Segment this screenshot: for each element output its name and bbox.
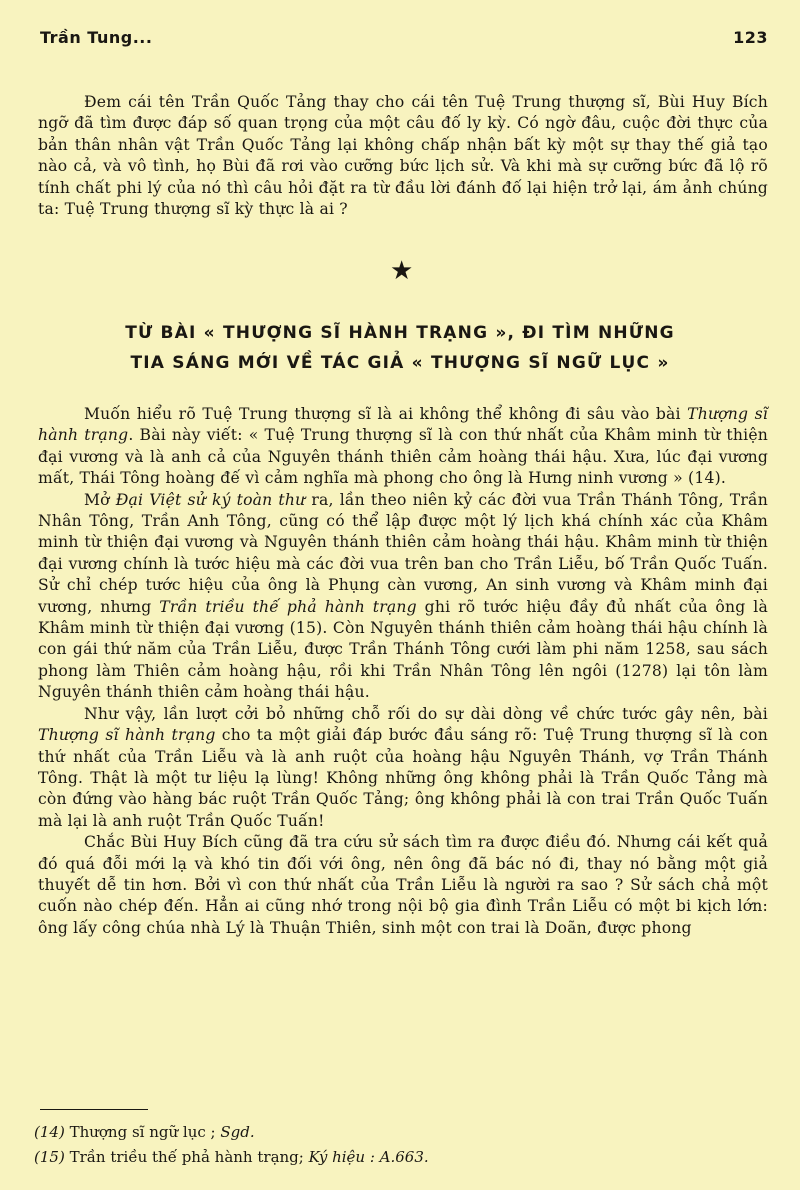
section-heading-line-1: TỪ BÀI « THƯỢNG SĨ HÀNH TRẠNG », ĐI TÌM NHỮNG bbox=[125, 323, 675, 343]
footnote-14 bbox=[34, 1120, 754, 1145]
footnote-14-text: Thượng sĩ ngữ lục ; bbox=[64, 1123, 221, 1141]
paragraph-3-title-italic: Thượng sĩ hành trạng bbox=[38, 726, 216, 745]
section-heading bbox=[60, 318, 740, 378]
footnote-rule bbox=[40, 1109, 148, 1110]
paragraph-3-text-b: cho ta một giải đáp bước đầu sáng rõ: Tuệ Trung thượng sĩ là con thứ nhất của Trần Liễu và là anh ruột của hoàng hậu Nguyên Thánh, vợ Trần Thánh Tông. Thật là một tư liệu lạ lùng! Không những ông không phải là Trần Quốc Tảng mà còn đứng vào hàng bác ruột Trần Quốc Tảng; ông không phải là con trai Trần Quốc Tuấn mà lại là anh ruột Trần Quốc Tuấn! bbox=[38, 726, 768, 830]
running-header bbox=[40, 28, 768, 47]
paragraph-2-text-b: ra, lần theo niên kỷ các đời vua Trần Thánh Tông, Trần Nhân Tông, Trần Anh Tông, cũng có thể lập được một lý lịch khá chính xác của Khâm minh từ thiện đại vương và Nguyên thánh thiên cảm hoàng thái hậu. Khâm minh từ thiện đại vương chính là tước hiệu mà các đời vua trên ban cho Trần Liễu, bố Trần Quốc Tuấn. Sử chỉ chép tước hiệu của ông là Phụng càn vương, An sinh vương và Khâm minh đại vương, nhưng bbox=[38, 490, 769, 616]
paragraph-2-title-italic-a: Đại Việt sử ký toàn thư bbox=[115, 490, 306, 509]
paragraph-3-text-a: Như vậy, lần lượt cởi bỏ những chỗ rối do sự dài dòng về chức tước gây nên, bài bbox=[84, 704, 768, 723]
paragraph-1 bbox=[38, 404, 768, 490]
paragraph-1-title-italic: Thượng sĩ hành trạng bbox=[38, 405, 768, 445]
footnotes bbox=[34, 1120, 754, 1170]
section-heading-line-2: TIA SÁNG MỚI VỀ TÁC GIẢ « THƯỢNG SĨ NGỮ LỤC » bbox=[130, 353, 670, 373]
star-separator-icon: ★ bbox=[390, 256, 414, 286]
paragraph-2 bbox=[38, 490, 768, 704]
paragraph-1-text-a: Muốn hiểu rõ Tuệ Trung thượng sĩ là ai không thể không đi sâu vào bài bbox=[84, 405, 688, 423]
intro-paragraph: Đem cái tên Trần Quốc Tảng thay cho cái tên Tuệ Trung thượng sĩ, Bùi Huy Bích ngỡ đã tìm được đáp số quan trọng của một câu đố ly kỳ. Có ngờ đâu, cuộc đời thực của bản thân nhân vật Trần Quốc Tảng lại không chấp nhận bất kỳ một sự thay thế giả tạo nào cả, và vô tình, họ Bùi đã rơi vào cưỡng bức lịch sử. Và khi mà sự cưỡng bức đã lộ rõ tính chất phi lý của nó thì câu hỏi đặt ra từ đầu lời đánh đố lại hiện trở lại, ám ảnh chúng ta: Tuệ Trung thượng sĩ kỳ thực là ai ? bbox=[38, 93, 768, 219]
paragraph-1-text-b: . Bài này viết: « Tuệ Trung thượng sĩ là con thứ nhất của Khâm minh từ thiện đại vương và là anh cả của Nguyên thánh thiên cảm hoàng thái hậu. Xưa, lúc đại vương mất, Thái Tông hoàng đế vì cảm nghĩa mà phong cho ông là Hưng ninh vương » (14). bbox=[38, 426, 768, 488]
paragraph-2-text-c: ghi rõ tước hiệu đầy đủ nhất của ông là Khâm minh từ thiện đại vương (15). Còn Nguyên thánh thiên cảm hoàng thái hậu chính là con gái thứ năm của Trần Liễu, được Trần Thánh Tông cưới làm phi năm 1258, sau sách phong làm Thiên cảm hoàng hậu, rồi khi Trần Nhân Tông lên ngôi (1278) lại tôn làm Nguyên thánh thiên cảm hoàng thái hậu. bbox=[38, 597, 768, 702]
footnote-14-marker: (14) bbox=[34, 1123, 65, 1141]
footnote-15-italic: Ký hiệu : A.663. bbox=[308, 1148, 429, 1166]
footnote-15 bbox=[34, 1145, 754, 1170]
paragraph-4: Chắc Bùi Huy Bích cũng đã tra cứu sử sách tìm ra được điều đó. Nhưng cái kết quả đó quá đỗi mới lạ và khó tin đối với ông, nên ông đã bác nó đi, thay nó bằng một giả thuyết dễ tin hơn. Bởi vì con thứ nhất của Trần Liễu là người ra sao ? Sử sách chả một cuốn nào chép đến. Hẳn ai cũng nhớ trong nội bộ gia đình Trần Liễu có một bi kịch lớn: ông lấy công chúa nhà Lý là Thuận Thiên, sinh một con trai là Doãn, được phong bbox=[38, 833, 768, 937]
running-title: Trần Tung... bbox=[40, 28, 153, 47]
paragraph-3 bbox=[38, 704, 768, 832]
paragraph-2-title-italic-b: Trần triều thế phả hành trạng bbox=[159, 597, 417, 616]
main-text-block bbox=[38, 404, 768, 939]
intro-block bbox=[38, 92, 768, 220]
paragraph-2-text-a: Mở bbox=[84, 490, 116, 509]
footnote-15-marker: (15) bbox=[34, 1148, 65, 1166]
footnote-14-italic: Sgd. bbox=[220, 1123, 255, 1141]
footnote-15-text: Trần triều thế phả hành trạng; bbox=[64, 1148, 309, 1166]
page-number: 123 bbox=[733, 28, 768, 47]
